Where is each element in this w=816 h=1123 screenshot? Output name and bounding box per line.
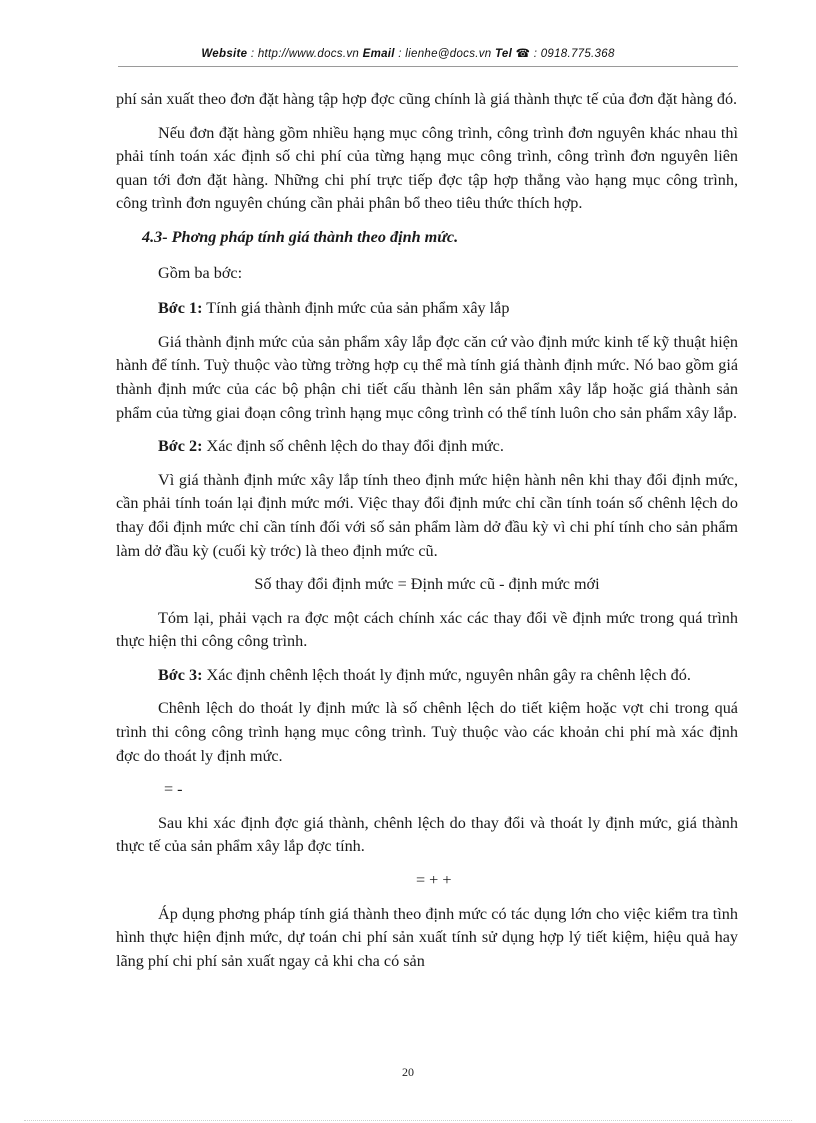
step-3-text: Xác định chênh lệch thoát ly định mức, nguyên nhân gây ra chênh lệch đó. [202,665,691,684]
step-2-label: Bớc 2: [158,437,203,456]
header-divider [118,66,738,67]
step-1 [116,297,738,321]
email-label: Email [362,48,395,60]
phone-icon: ☎ [515,48,531,60]
step-1-label: Bớc 1: [158,299,203,318]
tel-value: : 0918.775.368 [530,48,615,60]
paragraph-2: Nếu đơn đặt hàng gồm nhiều hạng mục công trình, công trình đơn nguyên khác nhau thì phải tính toán xác định số chi phí của từng hạng mục công trình, công trình đơn nguyên liên quan tới đơn đặt hàng. Những chi phí trực tiếp đợc tập hợp thẳng vào hạng mục công trình, công trình đơn nguyên chúng cần phải phân bổ theo tiêu thức thích hợp. [116,123,738,213]
website-value[interactable]: : http://www.docs.vn [247,48,363,60]
email-value[interactable]: : lienhe@docs.vn [394,48,495,60]
step-2-text: Xác định số chênh lệch do thay đổi định mức. [202,437,504,456]
section-heading: 4.3- Phơng pháp tính giá thành theo định mức. [142,227,459,246]
formula-actual-cost: = + + [416,871,452,890]
formula-deviation: = - [164,780,183,799]
paragraph-3: Giá thành định mức của sản phẩm xây lắp đợc căn cứ vào định mức kinh tế kỹ thuật hiện hành để tính. Tuỳ thuộc vào từng trờng hợp cụ thể mà tính giá thành định mức. Nó bao gồm giá thành định mức của các bộ phận chi tiết cấu thành lên sản phẩm xây lắp hoặc giá thành sản phẩm của từng giai đoạn công trình hạng mục công trình có thể tính luôn cho sản phẩm xây lắp. [116,332,738,422]
paragraph-6: Chênh lệch do thoát ly định mức là số chênh lệch do tiết kiệm hoặc vợt chi trong quá trình thi công công trình hạng mục công trình. Tuỳ thuộc vào các khoản chi phí mà xác định đợc do thoát ly định mức. [116,699,738,765]
document-body [116,88,738,973]
step-2 [116,435,738,459]
website-label: Website [201,48,248,60]
paragraph-4: Vì giá thành định mức xây lắp tính theo định mức hiện hành nên khi thay đổi định mức, cần phải tính toán lại định mức mới. Việc thay đổi định mức chỉ cần tính toán số chênh lệch do thay đổi định mức chỉ cần tính đối với số sản phẩm làm dở đầu kỳ vì chi phí tính cho sản phẩm làm dở đầu kỳ (cuối kỳ trớc) là theo định mức cũ. [116,470,738,560]
step-1-text: Tính giá thành định mức của sản phẩm xây lắp [202,299,510,318]
steps-intro: Gồm ba bớc: [158,263,243,282]
paragraph-5: Tóm lại, phải vạch ra đợc một cách chính xác các thay đổi về định mức trong quá trình thực hiện thi công công trình. [116,608,738,651]
page-header [0,46,816,60]
formula-definition-change: Số thay đổi định mức = Định mức cũ - định mức mới [254,575,600,594]
tel-label: Tel [494,48,513,60]
step-3-label: Bớc 3: [158,665,203,684]
page-number: 20 [402,1065,414,1079]
step-3 [116,664,738,688]
paragraph-7: Sau khi xác định đợc giá thành, chênh lệch do thay đổi và thoát ly định mức, giá thành thực tế của sản phẩm xây lắp đợc tính. [116,813,738,856]
paragraph-1: phí sản xuất theo đơn đặt hàng tập hợp đợc cũng chính là giá thành thực tế của đơn đặt hàng đó. [116,90,738,108]
page-bottom-border [24,1120,792,1121]
paragraph-8: Áp dụng phơng pháp tính giá thành theo định mức có tác dụng lớn cho việc kiểm tra tình hình thực hiện định mức, dự toán chi phí sản xuất tính sử dụng hợp lý tiết kiệm, hiệu quả hay lãng phí chi phí sản xuất ngay cả khi cha có sản [116,904,738,970]
